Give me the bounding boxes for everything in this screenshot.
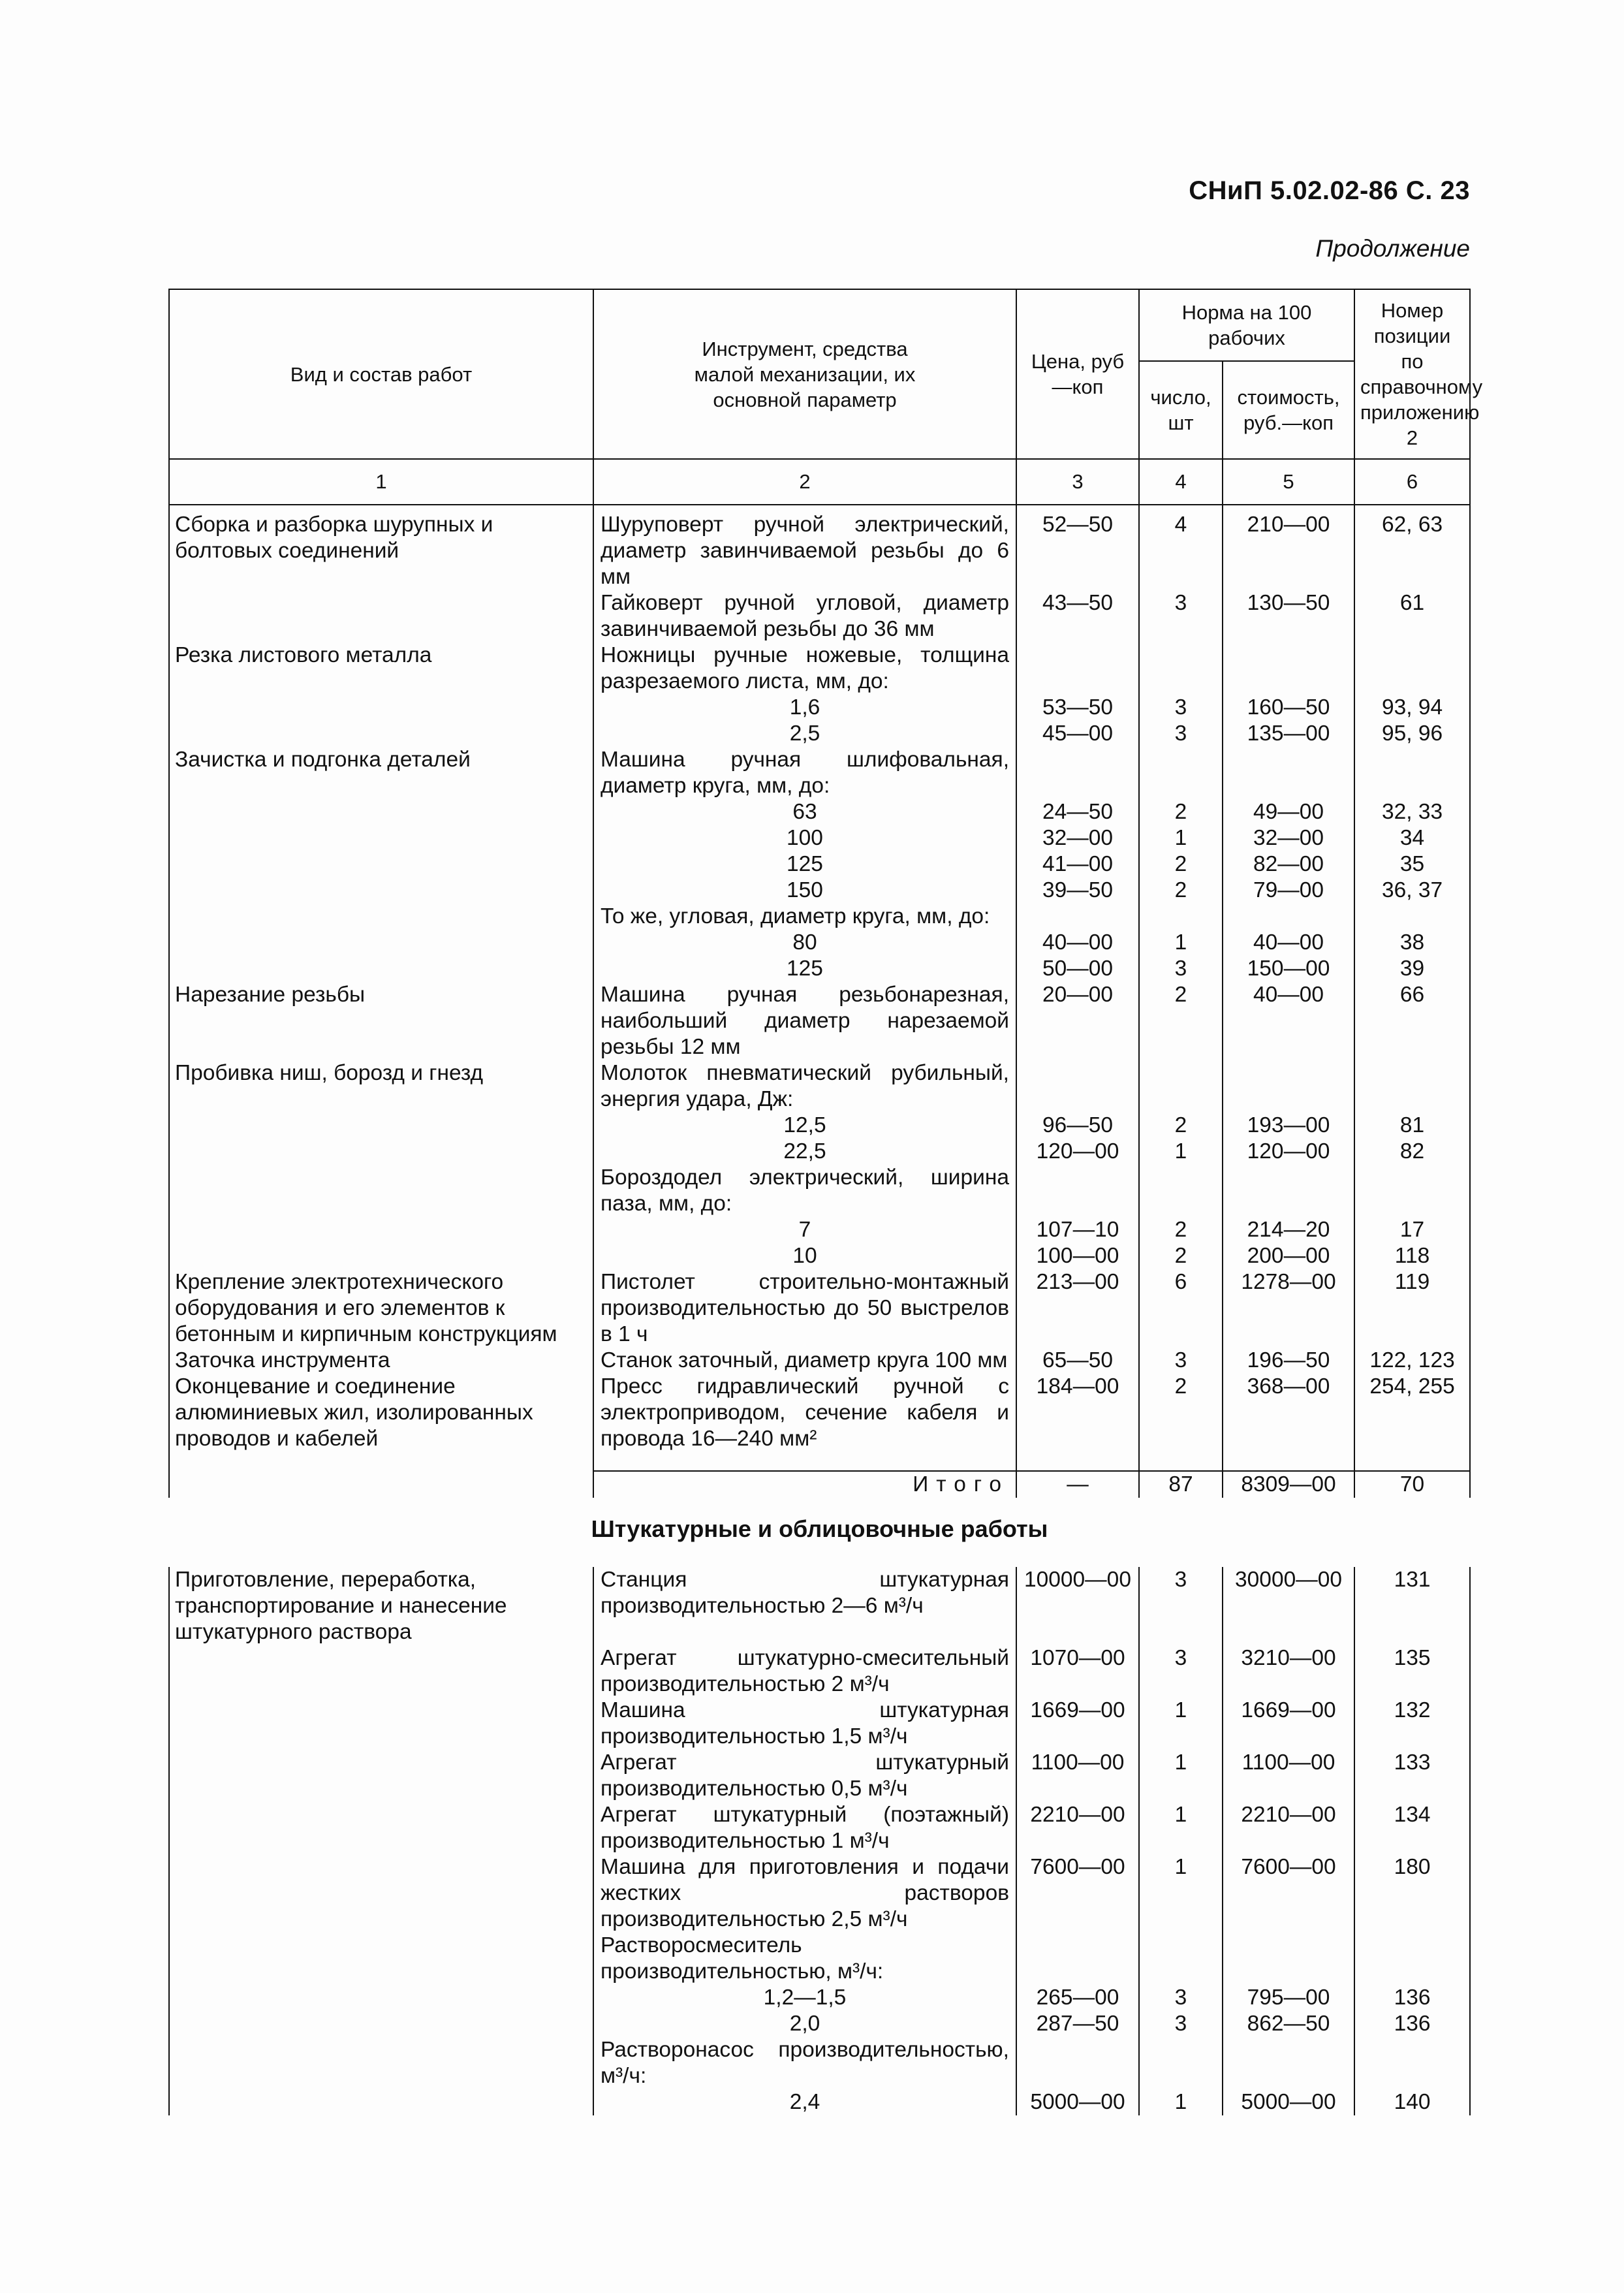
cell-ref [1354,2037,1470,2089]
cell-ref: 134 [1354,1802,1470,1854]
cell-count: 3 [1139,1985,1223,2011]
column-number: 3 [1016,459,1139,505]
page-header-doc-ref: СНиП 5.02.02-86 С. 23 [1189,176,1470,205]
cell-tool-param: 2,4 [593,2089,1016,2115]
cell-ref: 36, 37 [1354,878,1470,904]
cell-ref: 136 [1354,1985,1470,2011]
cell-work [169,930,593,956]
cell-price: 32—00 [1016,825,1139,851]
cell-count: 1 [1139,1698,1223,1750]
cell-ref: 61 [1354,590,1470,642]
cell-work [169,904,593,930]
cell-cost: 368—00 [1223,1374,1354,1452]
cell-tool: Агрегат штукатурно-смесительный производительностью 2 м³/ч [593,1645,1016,1698]
cell-price: 10000—00 [1016,1567,1139,1645]
total-count: 87 [1139,1471,1223,1498]
cell-price [1016,1060,1139,1113]
cell-work [169,1243,593,1269]
cell-cost: 40—00 [1223,930,1354,956]
cell-work [169,1854,593,1933]
total-label: Итого [593,1471,1016,1498]
cell-ref: 132 [1354,1698,1470,1750]
cell-work [169,1113,593,1139]
cell-work [169,2089,593,2115]
cell-tool-param: 63 [593,799,1016,825]
cell-cost: 130—50 [1223,590,1354,642]
cell-tool: Шуруповерт ручной электрический, диаметр завинчиваемой резьбы до 6 мм [593,505,1016,590]
cell-work: Зачистка и подгонка деталей [169,747,593,799]
cell-price: 100—00 [1016,1243,1139,1269]
table-row [169,1854,1470,1933]
cell-cost: 5000—00 [1223,2089,1354,2115]
cell-count: 1 [1139,1750,1223,1802]
cell-tool: Растворонасос производительностью, м³/ч: [593,2037,1016,2089]
total-cost: 8309—00 [1223,1471,1354,1498]
cell-price: 213—00 [1016,1269,1139,1348]
cell-tool-param: 10 [593,1243,1016,1269]
cell-work: Приготовление, переработка, транспортирование и нанесение штукатурного раствора [169,1567,593,1645]
cell-tool: Бороздодел электрический, ширина паза, мм, до: [593,1165,1016,1217]
cell-count: 6 [1139,1269,1223,1348]
cell-cost [1223,2037,1354,2089]
table-row [169,695,1470,721]
section-title: Штукатурные и облицовочные работы [591,1515,1048,1542]
cell-price: 50—00 [1016,956,1139,982]
cell-price: 265—00 [1016,1985,1139,2011]
column-number: 5 [1223,459,1354,505]
cell-price: 107—10 [1016,1217,1139,1243]
cell-cost: 32—00 [1223,825,1354,851]
table-row [169,1750,1470,1802]
cell-ref: 17 [1354,1217,1470,1243]
cell-work [169,2011,593,2037]
cell-count [1139,747,1223,799]
cell-count: 2 [1139,1113,1223,1139]
cell-count: 2 [1139,982,1223,1060]
cell-count: 2 [1139,1243,1223,1269]
cell-count: 1 [1139,1139,1223,1165]
table-row [169,1374,1470,1452]
cell-price: 7600—00 [1016,1854,1139,1933]
table-row [169,2011,1470,2037]
cell-ref: 131 [1354,1567,1470,1645]
cell-tool-param: 7 [593,1217,1016,1243]
table-row [169,747,1470,799]
cell-tool-param: 1,6 [593,695,1016,721]
cell-cost: 193—00 [1223,1113,1354,1139]
cell-tool: Ножницы ручные ножевые, толщина разрезаемого листа, мм, до: [593,642,1016,695]
cell-price: 53—50 [1016,695,1139,721]
cell-count: 3 [1139,695,1223,721]
cell-tool-param: 125 [593,956,1016,982]
cell-cost: 200—00 [1223,1243,1354,1269]
cell-work [169,1217,593,1243]
cell-ref: 35 [1354,851,1470,878]
cell-cost: 1278—00 [1223,1269,1354,1348]
header-ref: Номер позиции по справочному приложению 2 [1354,289,1470,459]
cell-ref: 93, 94 [1354,695,1470,721]
cell-work [169,799,593,825]
cell-work [169,878,593,904]
cell-work [169,1802,593,1854]
cell-work [169,1139,593,1165]
cell-cost: 40—00 [1223,982,1354,1060]
cell-work [169,851,593,878]
table-row [169,1348,1470,1374]
cell-count: 3 [1139,1567,1223,1645]
header-count: число, шт [1139,361,1223,459]
cell-price: 184—00 [1016,1374,1139,1452]
cell-ref: 34 [1354,825,1470,851]
cell-ref: 136 [1354,2011,1470,2037]
table-row [169,982,1470,1060]
cell-tool-param: 12,5 [593,1113,1016,1139]
cell-tool-param: 150 [593,878,1016,904]
cell-cost: 795—00 [1223,1985,1354,2011]
cell-price: 20—00 [1016,982,1139,1060]
cell-price: 1100—00 [1016,1750,1139,1802]
cell-cost: 160—50 [1223,695,1354,721]
cell-tool: Пистолет строительно-монтажный производительностью до 50 выстрелов в 1 ч [593,1269,1016,1348]
cell-price [1016,1165,1139,1217]
cell-cost [1223,1933,1354,1985]
cell-cost [1223,904,1354,930]
table-row [169,1269,1470,1348]
table-row [169,1113,1470,1139]
cell-tool: Агрегат штукатурный производительностью 0,5 м³/ч [593,1750,1016,1802]
cell-count [1139,904,1223,930]
cell-cost: 1100—00 [1223,1750,1354,1802]
table-row [169,904,1470,930]
cell-cost: 196—50 [1223,1348,1354,1374]
section-row [169,1498,1470,1567]
column-number: 1 [169,459,593,505]
cell-cost: 7600—00 [1223,1854,1354,1933]
cell-count: 1 [1139,825,1223,851]
table-row [169,1567,1470,1645]
cell-count [1139,2037,1223,2089]
cell-ref: 66 [1354,982,1470,1060]
table-body-main [169,505,1470,1452]
cell-cost: 3210—00 [1223,1645,1354,1698]
cell-work: Заточка инструмента [169,1348,593,1374]
cell-tool: Машина для приготовления и подачи жестких растворов производительностью 2,5 м³/ч [593,1854,1016,1933]
cell-price: 65—50 [1016,1348,1139,1374]
cell-ref: 119 [1354,1269,1470,1348]
cell-price: 120—00 [1016,1139,1139,1165]
cell-tool-param: 80 [593,930,1016,956]
cell-cost [1223,1165,1354,1217]
cell-price: 96—50 [1016,1113,1139,1139]
cell-ref: 95, 96 [1354,721,1470,747]
cell-ref: 135 [1354,1645,1470,1698]
cell-cost: 150—00 [1223,956,1354,982]
cell-ref: 180 [1354,1854,1470,1933]
table-row [169,590,1470,642]
cell-ref: 133 [1354,1750,1470,1802]
cell-ref: 38 [1354,930,1470,956]
cell-work [169,590,593,642]
cell-tool-param: 100 [593,825,1016,851]
table-total [169,1452,1470,1567]
table-row [169,1698,1470,1750]
cell-ref [1354,1165,1470,1217]
cell-work: Пробивка ниш, борозд и гнезд [169,1060,593,1113]
cell-tool: Растворосмеситель производительностью, м³/ч: [593,1933,1016,1985]
cell-price: 39—50 [1016,878,1139,904]
table-row [169,851,1470,878]
cell-tool-param: 2,0 [593,2011,1016,2037]
table-row [169,1243,1470,1269]
cell-price: 2210—00 [1016,1802,1139,1854]
cell-work [169,721,593,747]
cell-work [169,1645,593,1698]
cell-count: 2 [1139,1217,1223,1243]
cell-price: 24—50 [1016,799,1139,825]
cell-ref: 82 [1354,1139,1470,1165]
cell-cost: 210—00 [1223,505,1354,590]
cell-ref [1354,642,1470,695]
cell-price: 1669—00 [1016,1698,1139,1750]
cell-ref: 62, 63 [1354,505,1470,590]
cell-count: 4 [1139,505,1223,590]
cell-work [169,695,593,721]
cell-count: 3 [1139,590,1223,642]
cell-work [169,1750,593,1802]
cell-cost: 862—50 [1223,2011,1354,2037]
cell-work [169,1165,593,1217]
cell-tool: Машина ручная резьбонарезная, наибольший диаметр нарезаемой резьбы 12 мм [593,982,1016,1060]
cell-cost: 79—00 [1223,878,1354,904]
cell-tool: Гайковерт ручной угловой, диаметр завинчиваемой резьбы до 36 мм [593,590,1016,642]
cell-tool-param: 1,2—1,5 [593,1985,1016,2011]
cell-ref [1354,904,1470,930]
cell-tool: Агрегат штукатурный (поэтажный) производительностью 1 м³/ч [593,1802,1016,1854]
cell-work [169,2037,593,2089]
table-header [169,289,1483,505]
column-numbers-row [169,459,1470,505]
table-row [169,799,1470,825]
cell-count [1139,1165,1223,1217]
table-row [169,878,1470,904]
cell-count: 1 [1139,1802,1223,1854]
cell-count: 3 [1139,1645,1223,1698]
table-row [169,1933,1470,1985]
cell-tool: Станция штукатурная производительностью 2—6 м³/ч [593,1567,1016,1645]
cell-count [1139,642,1223,695]
cell-price [1016,2037,1139,2089]
cell-price: 45—00 [1016,721,1139,747]
cell-count: 1 [1139,1854,1223,1933]
cell-count: 2 [1139,851,1223,878]
table-row [169,1165,1470,1217]
cell-work [169,825,593,851]
cell-price: 287—50 [1016,2011,1139,2037]
cell-tool: Машина ручная шлифовальная, диаметр круга, мм, до: [593,747,1016,799]
table-row [169,1217,1470,1243]
cell-cost: 49—00 [1223,799,1354,825]
cell-count: 2 [1139,799,1223,825]
cell-price: 40—00 [1016,930,1139,956]
cell-cost: 214—20 [1223,1217,1354,1243]
cell-count [1139,1060,1223,1113]
cell-price [1016,642,1139,695]
cell-cost [1223,1060,1354,1113]
cell-ref: 122, 123 [1354,1348,1470,1374]
cell-price: 43—50 [1016,590,1139,642]
header-norm: Норма на 100 рабочих [1139,289,1354,361]
cell-cost: 1669—00 [1223,1698,1354,1750]
cell-count: 3 [1139,2011,1223,2037]
cell-ref: 118 [1354,1243,1470,1269]
cell-tool: Пресс гидравлический ручной с электроприводом, сечение кабеля и провода 16—240 мм² [593,1374,1016,1452]
cell-work: Резка листового металла [169,642,593,695]
header-cost: стоимость, руб.—коп [1223,361,1354,459]
table-row [169,1802,1470,1854]
cell-tool: Станок заточный, диаметр круга 100 мм [593,1348,1016,1374]
cell-tool: То же, угловая, диаметр круга, мм, до: [593,904,1016,930]
cell-ref [1354,1060,1470,1113]
cell-price: 52—50 [1016,505,1139,590]
cell-tool-param: 22,5 [593,1139,1016,1165]
table-row [169,2037,1470,2089]
cell-work: Нарезание резьбы [169,982,593,1060]
total-row [169,1471,1470,1498]
cell-price: 41—00 [1016,851,1139,878]
column-number: 2 [593,459,1016,505]
cell-tool: Молоток пневматический рубильный, энергия удара, Дж: [593,1060,1016,1113]
cell-ref: 140 [1354,2089,1470,2115]
table-row [169,825,1470,851]
cell-count: 2 [1139,878,1223,904]
cell-cost: 120—00 [1223,1139,1354,1165]
cell-cost: 135—00 [1223,721,1354,747]
table-row [169,505,1470,590]
cell-ref: 81 [1354,1113,1470,1139]
cell-work: Сборка и разборка шурупных и болтовых соединений [169,505,593,590]
header-work: Вид и состав работ [169,289,593,459]
cell-cost: 82—00 [1223,851,1354,878]
table-row [169,1060,1470,1113]
cell-tool: Машина штукатурная производительностью 1,5 м³/ч [593,1698,1016,1750]
cell-ref [1354,1933,1470,1985]
table-row [169,721,1470,747]
cell-work [169,1698,593,1750]
column-number: 4 [1139,459,1223,505]
cell-tool-param: 2,5 [593,721,1016,747]
table-row [169,1139,1470,1165]
cell-ref: 254, 255 [1354,1374,1470,1452]
table-row [169,1645,1470,1698]
total-ref: 70 [1354,1471,1470,1498]
cell-work: Крепление электротехнического оборудования и его элементов к бетонным и кирпичным конструкциям [169,1269,593,1348]
cell-price [1016,904,1139,930]
total-price: — [1016,1471,1139,1498]
cell-count: 3 [1139,956,1223,982]
table-row [169,930,1470,956]
cell-cost: 2210—00 [1223,1802,1354,1854]
table-row [169,642,1470,695]
cell-count: 1 [1139,2089,1223,2115]
cell-ref: 32, 33 [1354,799,1470,825]
cell-work [169,1985,593,2011]
cell-count: 2 [1139,1374,1223,1452]
table-row [169,2089,1470,2115]
cell-price: 5000—00 [1016,2089,1139,2115]
cell-cost [1223,747,1354,799]
table-row [169,956,1470,982]
cell-count [1139,1933,1223,1985]
cell-ref [1354,747,1470,799]
cell-count: 1 [1139,930,1223,956]
cell-work [169,956,593,982]
table-body-plaster [169,1567,1470,2115]
column-number: 6 [1354,459,1470,505]
header-price: Цена, руб —коп [1016,289,1139,459]
norms-table [168,289,1483,2115]
cell-tool-param: 125 [593,851,1016,878]
continuation-label: Продолжение [1315,235,1470,262]
cell-work [169,1933,593,1985]
cell-cost [1223,642,1354,695]
cell-price [1016,747,1139,799]
header-tool: Инструмент, средства малой механизации, их основной параметр [593,289,1016,459]
cell-cost: 30000—00 [1223,1567,1354,1645]
cell-price: 1070—00 [1016,1645,1139,1698]
cell-count: 3 [1139,1348,1223,1374]
cell-ref: 39 [1354,956,1470,982]
cell-count: 3 [1139,721,1223,747]
cell-price [1016,1933,1139,1985]
cell-work: Оконцевание и соединение алюминиевых жил, изолированных проводов и кабелей [169,1374,593,1452]
table-row [169,1985,1470,2011]
